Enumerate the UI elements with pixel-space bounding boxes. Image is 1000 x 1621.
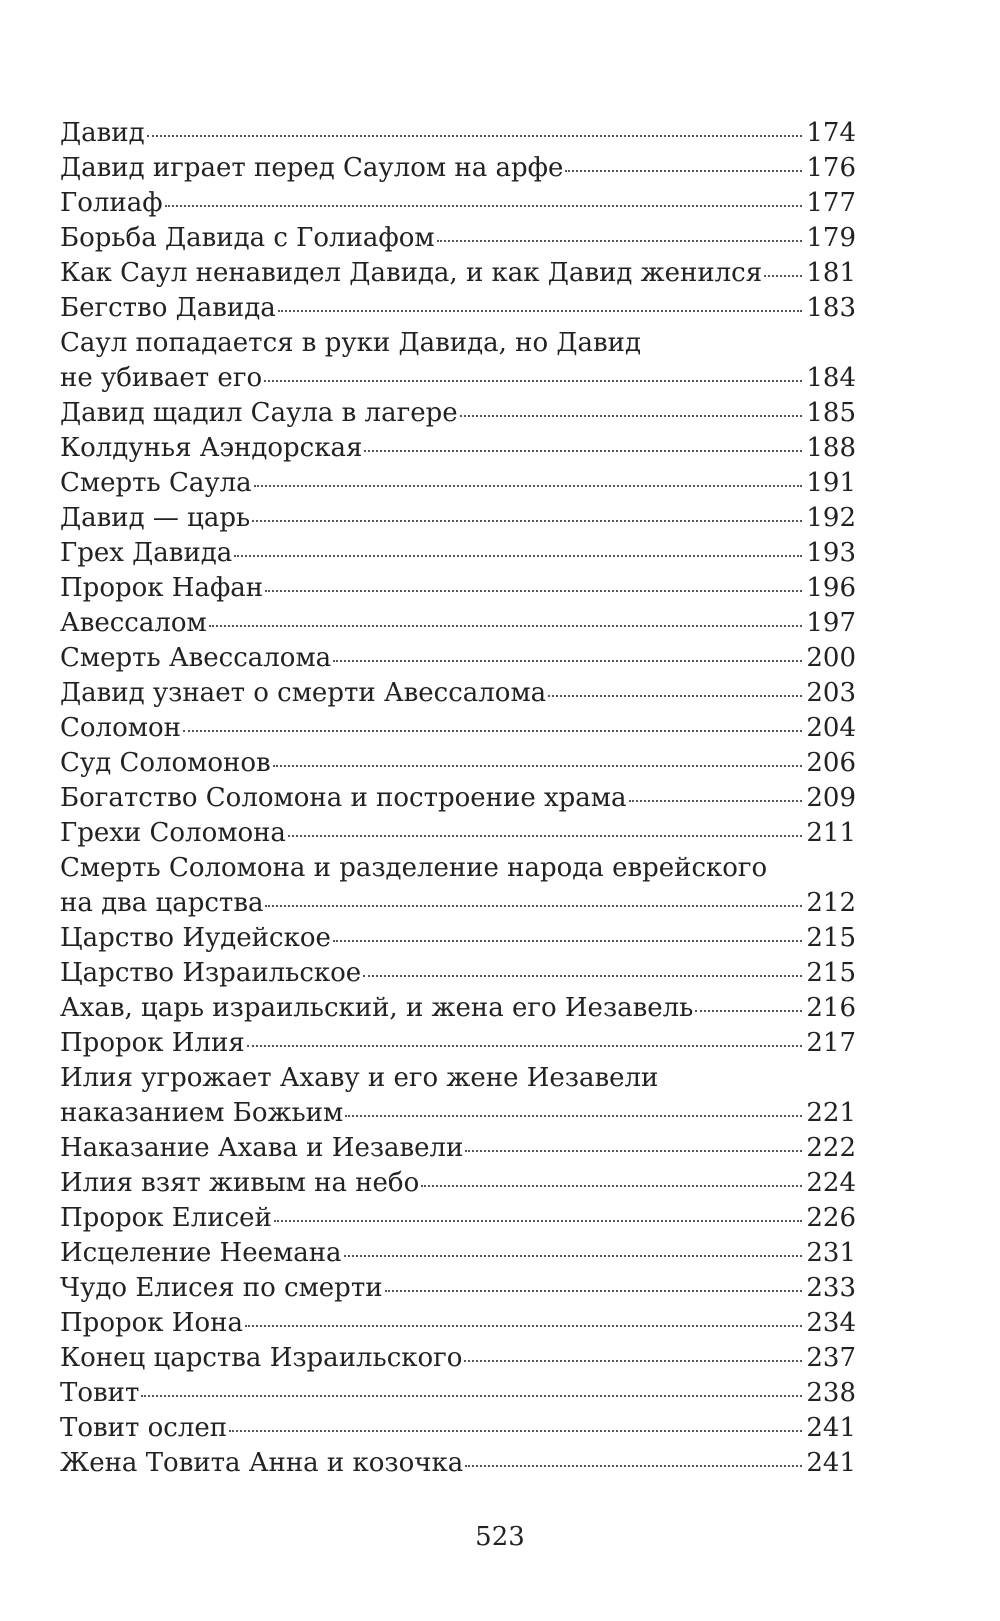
dot-leader <box>460 415 803 417</box>
toc-entry-first-line: Смерть Соломона и разделение народа еврейского <box>60 853 768 883</box>
toc-entry-page: 206 <box>806 748 856 778</box>
toc-entry-first-line: Илия угрожает Ахаву и его жене Иезавели <box>60 1063 659 1093</box>
toc-entry <box>60 1236 856 1271</box>
dot-leader <box>265 590 802 592</box>
toc-entry-title: Пророк Елисей <box>60 1203 272 1233</box>
toc-entry <box>60 711 856 746</box>
toc-entry <box>60 536 856 571</box>
toc-entry <box>60 186 856 221</box>
toc-entry-title: Исцеление Неемана <box>60 1238 342 1268</box>
toc-entry <box>60 781 856 816</box>
toc-entry-title: Давид — царь <box>60 503 251 533</box>
toc-entry-title: Грехи Соломона <box>60 818 286 848</box>
toc-entry-page: 233 <box>806 1273 856 1303</box>
toc-entry <box>60 921 856 956</box>
toc-entry-title: Соломон <box>60 713 181 743</box>
toc-entry-page: 209 <box>806 783 856 813</box>
dot-leader <box>265 905 802 907</box>
toc-entry-title: Илия взят живым на небо <box>60 1168 420 1198</box>
toc-entry <box>60 816 856 851</box>
toc-entry <box>60 571 856 606</box>
toc-entry-title: Царство Иудейское <box>60 923 331 953</box>
dot-leader <box>229 1430 802 1432</box>
dot-leader <box>147 135 803 137</box>
toc-entry-page: 203 <box>806 678 856 708</box>
toc-entry-page: 181 <box>806 258 856 288</box>
toc-entry-page: 197 <box>806 608 856 638</box>
toc-entry-page: 183 <box>806 293 856 323</box>
dot-leader <box>278 310 803 312</box>
toc-entry <box>60 501 856 536</box>
toc-entry <box>60 676 856 711</box>
toc-entry <box>60 1026 856 1061</box>
dot-leader <box>245 1325 802 1327</box>
toc-entry-page: 211 <box>806 818 856 848</box>
dot-leader <box>565 170 802 172</box>
toc-entry-title: Колдунья Аэндорская <box>60 433 363 463</box>
toc-entry <box>60 1131 856 1166</box>
toc-entry-title: Суд Соломонов <box>60 748 271 778</box>
dot-leader <box>437 240 803 242</box>
dot-leader <box>465 1465 802 1467</box>
dot-leader <box>273 765 803 767</box>
toc-entry-page: 237 <box>806 1343 856 1373</box>
toc-entry-page: 185 <box>806 398 856 428</box>
dot-leader <box>345 1115 802 1117</box>
dot-leader <box>333 940 802 942</box>
toc-entry <box>60 466 856 501</box>
toc-entry-title: Пророк Иона <box>60 1308 243 1338</box>
toc-entry-page: 216 <box>806 993 856 1023</box>
toc-entry-title: Бегство Давида <box>60 293 276 323</box>
dot-leader <box>333 660 802 662</box>
toc-entry <box>60 431 856 466</box>
dot-leader <box>364 450 802 452</box>
dot-leader <box>183 730 802 732</box>
toc-entry-page: 241 <box>806 1448 856 1478</box>
toc-entry <box>60 256 856 291</box>
toc-entry <box>60 151 856 186</box>
dot-leader <box>165 205 803 207</box>
toc-entry-page: 192 <box>806 503 856 533</box>
dot-leader <box>264 380 802 382</box>
toc-entry-title: Товит ослеп <box>60 1413 228 1443</box>
toc-entry-page: 222 <box>806 1133 856 1163</box>
dot-leader <box>274 1220 802 1222</box>
toc-entry-title: Давид <box>60 118 145 148</box>
toc-entry-title: на два царства <box>60 888 264 918</box>
toc-entry-page: 176 <box>806 153 856 183</box>
toc-entry-page: 221 <box>806 1098 856 1128</box>
toc-entry <box>60 221 856 256</box>
page-number: 523 <box>475 1522 525 1552</box>
toc-entry <box>60 1096 856 1131</box>
toc-entry-page: 215 <box>806 958 856 988</box>
toc-entry-title: Как Саул ненавидел Давида, и как Давид женился <box>60 258 763 288</box>
toc-entry-title: Жена Товита Анна и козочка <box>60 1448 464 1478</box>
toc-entry <box>60 956 856 991</box>
toc-entry-title: Грех Давида <box>60 538 233 568</box>
dot-leader <box>363 975 802 977</box>
toc-entry-page: 224 <box>806 1168 856 1198</box>
toc-entry-title: Конец царства Израильского <box>60 1343 463 1373</box>
dot-leader <box>548 695 802 697</box>
dot-leader <box>421 1185 802 1187</box>
toc-entry-title: Смерть Авессалома <box>60 643 332 673</box>
toc-entry-page: 217 <box>806 1028 856 1058</box>
toc-entry-page: 204 <box>806 713 856 743</box>
toc-entry-title: наказанием Божьим <box>60 1098 344 1128</box>
toc-entry-title: Давид щадил Саула в лагере <box>60 398 458 428</box>
toc-entry-page: 212 <box>806 888 856 918</box>
toc-entry-page: 193 <box>806 538 856 568</box>
toc-entry-page: 215 <box>806 923 856 953</box>
dot-leader <box>141 1395 802 1397</box>
toc-entry-title: Товит <box>60 1378 140 1408</box>
dot-leader <box>695 1010 802 1012</box>
toc-entry <box>60 1201 856 1236</box>
toc-entry <box>60 1271 856 1306</box>
toc-entry <box>60 116 856 151</box>
toc-entry-title: Борьба Давида с Голиафом <box>60 223 435 253</box>
toc-entry-page: 238 <box>806 1378 856 1408</box>
toc-entry <box>60 641 856 676</box>
toc-entry-title: Наказание Ахава и Иезавели <box>60 1133 464 1163</box>
toc-entry-title: Давид играет перед Саулом на арфе <box>60 153 564 183</box>
dot-leader <box>209 625 803 627</box>
toc-entry-page: 234 <box>806 1308 856 1338</box>
dot-leader <box>234 555 802 557</box>
toc-entry-page: 179 <box>806 223 856 253</box>
toc-entry <box>60 1166 856 1201</box>
dot-leader <box>464 1360 802 1362</box>
toc-entry-page: 196 <box>806 573 856 603</box>
toc-entry-page: 184 <box>806 363 856 393</box>
toc-entry <box>60 1446 856 1481</box>
toc-entry <box>60 1306 856 1341</box>
dot-leader <box>344 1255 803 1257</box>
toc-entry-title: Пророк Нафан <box>60 573 264 603</box>
toc-entry-page: 191 <box>806 468 856 498</box>
toc-entry-title: Пророк Илия <box>60 1028 245 1058</box>
toc-entry <box>60 746 856 781</box>
toc-entry <box>60 361 856 396</box>
toc-entry-title: Ахав, царь израильский, и жена его Иезавель <box>60 993 694 1023</box>
toc-entry-title: Авессалом <box>60 608 207 638</box>
toc-entry-page: 200 <box>806 643 856 673</box>
toc-entry <box>60 396 856 431</box>
toc-entry-title: Богатство Соломона и построение храма <box>60 783 627 813</box>
toc-entry-page: 241 <box>806 1413 856 1443</box>
toc-entry <box>60 1341 856 1376</box>
toc-entry-title: Давид узнает о смерти Авессалома <box>60 678 547 708</box>
toc-entry-title: Голиаф <box>60 188 163 218</box>
toc-entry-title: не убивает его <box>60 363 263 393</box>
toc-entry-title: Смерть Саула <box>60 468 252 498</box>
dot-leader <box>254 485 803 487</box>
dot-leader <box>288 835 802 837</box>
toc-entry-title: Чудо Елисея по смерти <box>60 1273 383 1303</box>
toc-entry <box>60 291 856 326</box>
dot-leader <box>252 520 802 522</box>
toc-entry <box>60 606 856 641</box>
toc-entry-first-line: Саул попадается в руки Давида, но Давид <box>60 328 641 358</box>
table-of-contents <box>60 116 856 1481</box>
toc-entry-page: 231 <box>806 1238 856 1268</box>
toc-entry <box>60 886 856 921</box>
toc-entry <box>60 991 856 1026</box>
toc-entry-page: 188 <box>806 433 856 463</box>
toc-entry <box>60 1376 856 1411</box>
dot-leader <box>385 1290 803 1292</box>
toc-entry-page: 177 <box>806 188 856 218</box>
dot-leader <box>764 275 802 277</box>
toc-entry-title: Царство Израильское <box>60 958 362 988</box>
toc-entry <box>60 1411 856 1446</box>
toc-entry-page: 226 <box>806 1203 856 1233</box>
dot-leader <box>247 1045 803 1047</box>
dot-leader <box>629 800 803 802</box>
dot-leader <box>465 1150 802 1152</box>
toc-entry-page: 174 <box>806 118 856 148</box>
